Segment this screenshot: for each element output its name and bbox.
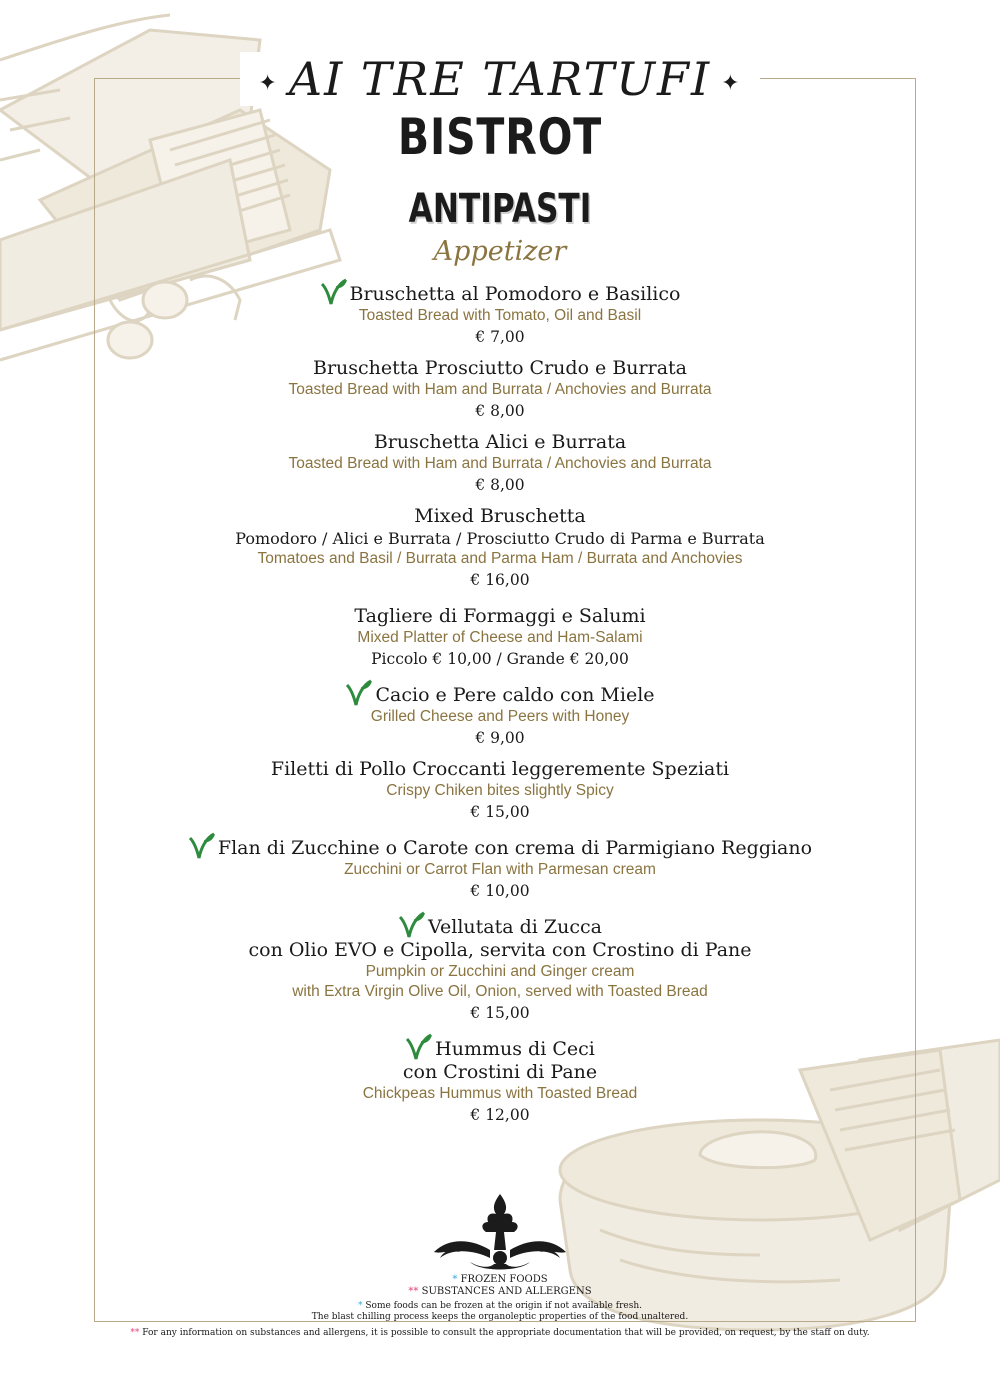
item-name: Tagliere di Formaggi e Salumi xyxy=(354,605,646,627)
floral-ornament-icon xyxy=(430,1192,570,1272)
section-subtitle: Appetizer xyxy=(433,236,567,267)
item-name: Flan di Zucchine o Carote con crema di Parmigiano Reggiano xyxy=(217,837,813,859)
item-description: Zucchini or Carrot Flan with Parmesan cream xyxy=(344,861,656,878)
item-description: Chickpeas Hummus with Toasted Bread xyxy=(362,1085,638,1102)
vegetarian-leaf-icon xyxy=(320,278,348,306)
vegetarian-leaf-icon xyxy=(398,911,426,939)
item-price: € 15,00 xyxy=(470,1004,530,1022)
item-price: € 8,00 xyxy=(475,476,525,494)
vegetarian-leaf-icon xyxy=(188,832,216,860)
frozen-mark: * xyxy=(452,1274,458,1285)
footer-note1 xyxy=(0,1301,1000,1311)
item-name: Cacio e Pere caldo con Miele xyxy=(375,684,655,706)
item-description: Crispy Chiken bites slightly Spicy xyxy=(386,782,614,799)
menu-item xyxy=(100,605,900,670)
section-title: ANTIPASTI xyxy=(408,186,592,232)
menu-list xyxy=(100,278,900,1135)
item-price: € 8,00 xyxy=(475,402,525,420)
footer-note3 xyxy=(0,1328,1000,1338)
allergen-mark: ** xyxy=(408,1286,419,1297)
diamond-icon: ✦ xyxy=(258,70,279,96)
item-name: Vellutata di Zucca xyxy=(428,916,602,938)
item-name: Bruschetta al Pomodoro e Basilico xyxy=(349,283,681,305)
menu-item xyxy=(100,431,900,496)
item-description: Toasted Bread with Tomato, Oil and Basil xyxy=(358,307,642,324)
menu-item xyxy=(100,357,900,422)
footer-allergens-label: SUBSTANCES AND ALLERGENS xyxy=(421,1286,592,1297)
footer-note1-text: Some foods can be frozen at the origin if not available fresh. xyxy=(365,1301,642,1311)
item-name-line2: con Crostini di Pane xyxy=(402,1061,598,1083)
item-name: Bruschetta Prosciutto Crudo e Burrata xyxy=(313,357,687,379)
item-name: Mixed Bruschetta xyxy=(414,505,586,527)
footer-frozen xyxy=(0,1274,1000,1285)
item-description: Toasted Bread with Ham and Burrata / Anchovies and Burrata xyxy=(288,381,712,398)
brand-name: AI TRE TARTUFI xyxy=(288,52,712,106)
menu-item xyxy=(100,832,900,902)
item-price: € 10,00 xyxy=(470,882,530,900)
item-price: € 9,00 xyxy=(475,729,525,747)
footer-note3-text: For any information on substances and allergens, it is possible to consult the appropriate documentation that will be provided, on request, by the staff on duty. xyxy=(142,1328,870,1338)
item-name: Filetti di Pollo Croccanti leggeremente Speziati xyxy=(270,758,730,780)
item-description: Grilled Cheese and Peers with Honey xyxy=(370,708,630,725)
bistrot-heading: BISTROT xyxy=(397,108,603,166)
item-description: Pumpkin or Zucchini and Ginger cream xyxy=(365,963,635,980)
item-name: Bruschetta Alici e Burrata xyxy=(373,431,627,453)
menu-item xyxy=(100,911,900,1024)
menu-item xyxy=(100,505,900,591)
allergen-mark: ** xyxy=(130,1328,140,1338)
menu-item xyxy=(100,758,900,823)
item-name-line2: con Olio EVO e Cipolla, servita con Crostino di Pane xyxy=(248,939,752,961)
item-price: Piccolo € 10,00 / Grande € 20,00 xyxy=(371,650,629,668)
vegetarian-leaf-icon xyxy=(345,679,373,707)
menu-item xyxy=(100,278,900,348)
item-price: € 15,00 xyxy=(470,803,530,821)
footer-note2: The blast chilling process keeps the organoleptic properties of the food unaltered. xyxy=(311,1312,689,1322)
item-description-line2: with Extra Virgin Olive Oil, Onion, served with Toasted Bread xyxy=(292,983,708,1000)
item-description: Tomatoes and Basil / Burrata and Parma Ham / Burrata and Anchovies xyxy=(257,550,743,567)
item-subtitle: Pomodoro / Alici e Burrata / Prosciutto Crudo di Parma e Burrata xyxy=(235,529,765,548)
frozen-mark: * xyxy=(358,1301,363,1311)
item-price: € 7,00 xyxy=(475,328,525,346)
item-price: € 16,00 xyxy=(470,571,530,589)
diamond-icon: ✦ xyxy=(721,70,742,96)
item-description: Mixed Platter of Cheese and Ham-Salami xyxy=(357,629,643,646)
item-price: € 12,00 xyxy=(470,1106,530,1124)
footer-frozen-label: FROZEN FOODS xyxy=(460,1274,548,1285)
menu-item xyxy=(100,1033,900,1126)
item-name: Hummus di Ceci xyxy=(435,1038,595,1060)
menu-item xyxy=(100,679,900,749)
vegetarian-leaf-icon xyxy=(405,1033,433,1061)
brand-title xyxy=(0,52,1000,106)
item-description: Toasted Bread with Ham and Burrata / Anchovies and Burrata xyxy=(288,455,712,472)
footer-allergens xyxy=(0,1286,1000,1297)
